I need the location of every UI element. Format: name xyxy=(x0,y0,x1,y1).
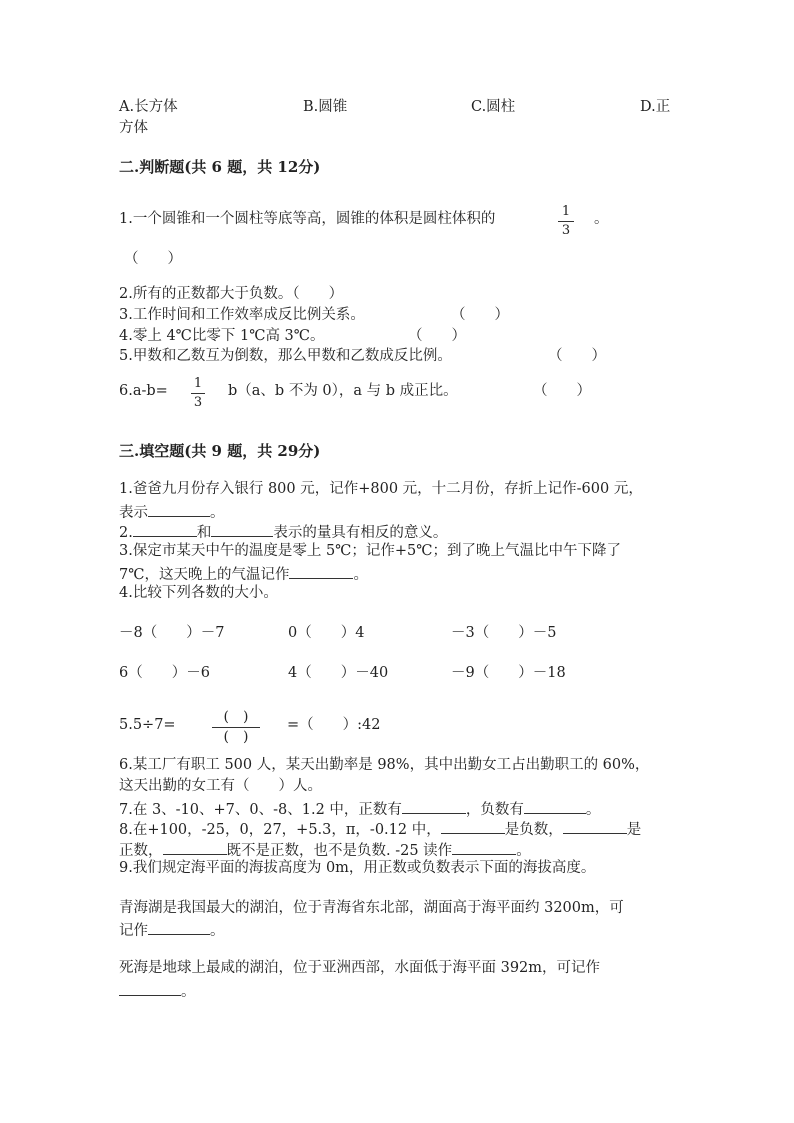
s2-q6-fraction xyxy=(191,377,205,411)
s3-q7-text: 7.在 3、-10、+7、0、-8、1.2 中，正数有 xyxy=(119,802,402,818)
s2-q4-answer-paren: （ ） xyxy=(408,328,466,344)
answer-blank[interactable] xyxy=(563,819,627,834)
choice-c: C.圆柱 xyxy=(471,99,516,115)
s3-q9-p1-line2 xyxy=(119,920,225,940)
answer-blank[interactable] xyxy=(211,522,273,537)
s3-q7-end: 。 xyxy=(585,802,601,818)
s3-q6-line1: 6.某工厂有职工 500 人，某天出勤率是 98%，其中出勤女工占出勤职工的 60%， xyxy=(119,757,650,773)
s3-q9-p1-line1: 青海湖是我国最大的湖泊，位于青海省东北部，湖面高于海平面约 3200m，可 xyxy=(119,900,624,916)
section3-heading: 三.填空题(共 9 题，共 29分) xyxy=(119,442,321,460)
s2-q3: 3.工作时间和工作效率成反比例关系。 xyxy=(119,307,365,323)
answer-blank[interactable] xyxy=(148,920,210,935)
s3-q9-p1-end: 。 xyxy=(210,923,225,939)
s2-q3-answer-paren: （ ） xyxy=(451,307,509,323)
s3-q8-end: 是 xyxy=(626,822,642,838)
choice-a: A.长方体 xyxy=(119,99,178,115)
s3-q5-fraction xyxy=(212,710,260,746)
fraction-denominator: 3 xyxy=(561,223,571,239)
answer-blank[interactable] xyxy=(119,981,181,996)
answer-blank[interactable] xyxy=(133,522,197,537)
s3-q8-text: 8.在+100，-25，0，27，+5.3，π，-0.12 中， xyxy=(119,822,441,838)
fraction-bar xyxy=(191,393,205,394)
s3-q9-p2-end: 。 xyxy=(181,984,196,1000)
choice-d: D.正 xyxy=(640,99,671,115)
s3-q1-line2-text: 表示 xyxy=(119,505,148,521)
s3-q2 xyxy=(119,522,447,542)
s2-q6-suffix: b（a、b 不为 0），a 与 b 成正比。 xyxy=(228,383,458,399)
s3-q8-line1 xyxy=(119,819,641,839)
fraction-denominator: 3 xyxy=(193,395,203,411)
fraction-bar xyxy=(558,221,574,222)
choice-b: B.圆锥 xyxy=(303,99,348,115)
s2-q5-answer-paren: （ ） xyxy=(548,348,606,364)
answer-blank[interactable] xyxy=(163,840,227,855)
s3-q2-and: 和 xyxy=(196,525,212,541)
fraction-denominator: ( ) xyxy=(223,729,249,746)
s3-q9: 9.我们规定海平面的海拔高度为 0m，用正数或负数表示下面的海拔高度。 xyxy=(119,860,596,876)
s3-q3-line2-end: 。 xyxy=(353,567,368,583)
s3-q1-line1: 1.爸爸九月份存入银行 800 元，记作+800 元，十二月份，存折上记作-600 元， xyxy=(119,481,643,497)
s3-q5-prefix: 5.5÷7= xyxy=(119,717,176,733)
answer-blank[interactable] xyxy=(452,840,516,855)
fraction-numerator: 1 xyxy=(193,376,203,391)
s3-q9-p2-line2 xyxy=(119,981,196,1001)
s3-q1-line2-end: 。 xyxy=(210,505,225,521)
s3-q8-line2-text: 正数， xyxy=(119,843,163,859)
s3-q3-line2-text: 7℃，这天晚上的气温记作 xyxy=(119,567,290,583)
s3-q8-line2 xyxy=(119,840,531,860)
answer-blank[interactable] xyxy=(148,502,210,517)
s3-q6-line2: 这天出勤的女工有（ ）人。 xyxy=(119,778,322,794)
s3-q4: 4.比较下列各数的大小。 xyxy=(119,585,278,601)
s3-q2-text: 表示的量具有相反的意义。 xyxy=(273,525,448,541)
s3-q8-mid: 是负数， xyxy=(504,822,563,838)
s2-q6-prefix: 6.a-b= xyxy=(119,383,168,399)
s2-q6-answer-paren: （ ） xyxy=(533,383,591,399)
s2-q1-answer-paren: （ ） xyxy=(124,251,182,267)
s3-q3-line2 xyxy=(119,564,368,584)
compare-item: －3（ ）－5 xyxy=(451,625,557,641)
s2-q1-end: 。 xyxy=(594,211,609,227)
compare-item: 4（ ）－40 xyxy=(288,665,389,681)
s3-q2-number: 2. xyxy=(119,525,133,541)
s3-q9-p1-text: 记作 xyxy=(119,923,148,939)
s2-q2: 2.所有的正数都大于负数。（ ） xyxy=(119,286,344,302)
fraction-numerator: ( ) xyxy=(223,709,249,725)
s2-q4: 4.零上 4℃比零下 1℃高 3℃。 xyxy=(119,328,325,344)
choice-d-continued: 方体 xyxy=(119,120,148,136)
fraction-bar xyxy=(212,727,260,728)
s3-q8-line2-mid: 既不是正数，也不是负数. -25 读作 xyxy=(226,843,453,859)
fraction-numerator: 1 xyxy=(561,204,571,219)
compare-item: 0（ ）4 xyxy=(288,625,365,641)
section2-heading: 二.判断题(共 6 题，共 12分) xyxy=(119,158,321,176)
s3-q8-line2-end: 。 xyxy=(516,843,531,859)
s3-q1-line2 xyxy=(119,502,225,522)
s3-q9-p2-line1: 死海是地球上最咸的湖泊，位于亚洲西部，水面低于海平面 392m，可记作 xyxy=(119,960,601,976)
s2-q1-text: 1.一个圆锥和一个圆柱等底等高，圆锥的体积是圆柱体积的 xyxy=(119,211,496,227)
compare-item: －8（ ）－7 xyxy=(119,625,225,641)
s2-q1-fraction xyxy=(558,205,574,239)
answer-blank[interactable] xyxy=(402,799,466,814)
compare-item: －9（ ）－18 xyxy=(451,665,566,681)
s2-q5: 5.甲数和乙数互为倒数，那么甲数和乙数成反比例。 xyxy=(119,348,452,364)
answer-blank[interactable] xyxy=(524,799,586,814)
answer-blank[interactable] xyxy=(289,564,353,579)
compare-item: 6（ ）－6 xyxy=(119,665,210,681)
s3-q3-line1: 3.保定市某天中午的温度是零上 5℃；记作+5℃；到了晚上气温比中午下降了 xyxy=(119,543,621,559)
s3-q7 xyxy=(119,799,600,819)
s3-q7-mid: ，负数有 xyxy=(465,802,524,818)
s3-q5-suffix: =（ ）:42 xyxy=(287,717,381,733)
answer-blank[interactable] xyxy=(441,819,505,834)
